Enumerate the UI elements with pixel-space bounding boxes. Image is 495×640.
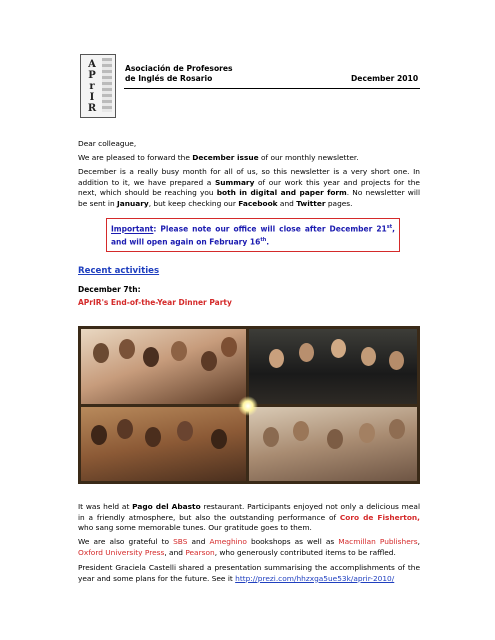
org-line-1: Asociación de Profesores (125, 64, 233, 73)
person-shape (171, 341, 187, 361)
recent-activities-heading: Recent activities (78, 266, 160, 276)
person-shape (177, 421, 193, 441)
aprir-logo (80, 54, 116, 118)
person-shape (269, 349, 284, 368)
header-divider (124, 88, 420, 89)
presentation-paragraph: President Graciela Castelli shared a presentation summarising the accomplishments of the year and some plans for the future. See it http://prezi.com/hhzxga5ue53k/aprir-2010/ (78, 563, 420, 583)
venue-paragraph: It was held at Pago del Abasto restaurant. Participants enjoyed not only a delicious meal in a friendly atmosphere, but also the outstanding performance of Coro de Fisherton, who sang some memorable tunes. Our gratitude goes to them. (78, 502, 421, 533)
notice-label: Important (111, 224, 154, 234)
person-shape (327, 429, 343, 449)
office-closure-notice (106, 218, 400, 252)
flash-glow (238, 396, 258, 416)
dinner-party-photo-collage (78, 326, 420, 484)
notice-text: Important: Please note our office will close after December 21st, and will open again on February 16th. (111, 224, 395, 247)
person-shape (143, 347, 159, 367)
person-shape (117, 419, 133, 439)
person-shape (211, 429, 227, 449)
person-shape (389, 419, 405, 439)
person-shape (359, 423, 375, 443)
org-line-2: de Inglés de Rosario (125, 74, 213, 83)
person-shape (331, 339, 346, 358)
event-title: APrIR's End-of-the-Year Dinner Party (78, 298, 232, 307)
photo-group-bottom-right (249, 407, 417, 481)
person-shape (361, 347, 376, 366)
intro-paragraph-2: December is a really busy month for all of us, so this newsletter is a very short one. In addition to it, we have prepared a Summary of our work this year and projects for the next, which should be reaching you both in digital and paper form. No newsletter will be sent in January, but keep checking our Facebook and Twitter pages. (78, 167, 420, 208)
event-date: December 7th: (78, 285, 141, 294)
person-shape (221, 337, 237, 357)
greeting: Dear colleague, (78, 139, 137, 148)
person-shape (119, 339, 135, 359)
person-shape (293, 421, 309, 441)
logo-letters: A P r I R (87, 59, 97, 114)
photo-group-top-left (81, 329, 246, 404)
sponsors-paragraph: We are also grateful to SBS and Ameghino bookshops as well as Macmillan Publishers, Oxford University Press, and Pearson, who generously contributed items to be raffled. (78, 537, 421, 557)
intro-paragraph-1: We are pleased to forward the December issue of our monthly newsletter. (78, 153, 359, 162)
person-shape (299, 343, 314, 362)
prezi-link[interactable]: http://prezi.com/hhzxga5ue53k/aprir-2010/ (235, 573, 395, 583)
logo-stripes (102, 58, 112, 112)
photo-group-top-right (249, 329, 417, 404)
person-shape (145, 427, 161, 447)
person-shape (263, 427, 279, 447)
photo-group-bottom-left (81, 407, 246, 481)
organization-name (125, 64, 233, 84)
person-shape (91, 425, 107, 445)
person-shape (93, 343, 109, 363)
person-shape (201, 351, 217, 371)
issue-date: December 2010 (351, 74, 419, 83)
person-shape (389, 351, 404, 370)
